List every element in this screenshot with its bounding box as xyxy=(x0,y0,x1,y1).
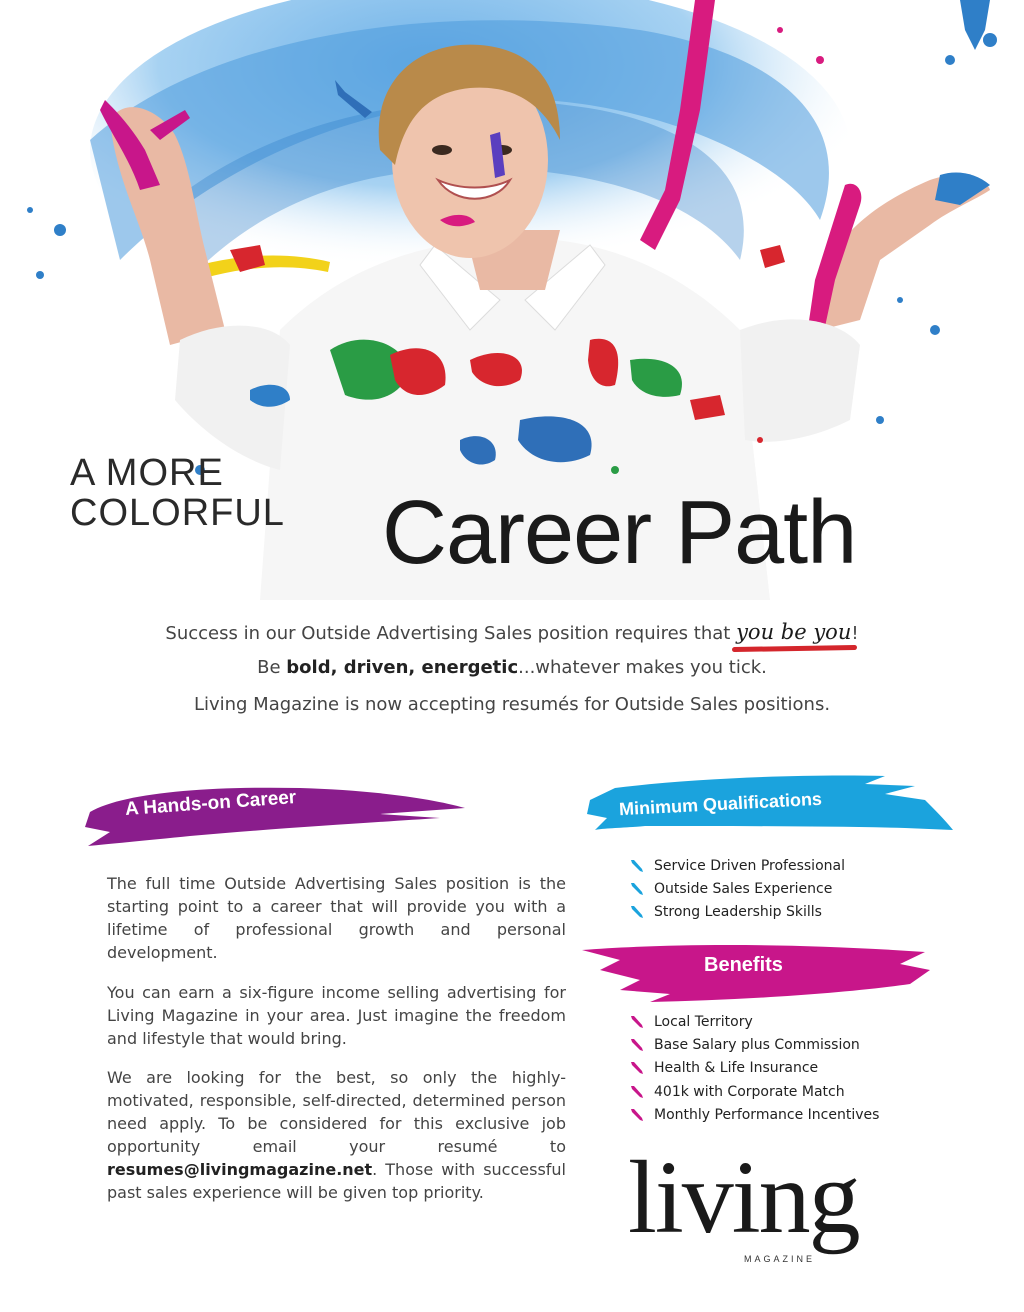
qualification-text: Strong Leadership Skills xyxy=(654,904,822,921)
intro-script-you-be-you: you be you xyxy=(736,620,852,644)
benefit-text: Base Salary plus Commission xyxy=(654,1037,860,1054)
paintbrush-icon xyxy=(630,859,644,873)
minimum-qualifications-banner xyxy=(585,770,955,840)
body-paragraph-3 xyxy=(107,1066,566,1204)
email-address: resumes@livingmagazine.net xyxy=(107,1160,373,1179)
intro-line-1-end: ! xyxy=(851,623,859,644)
paintbrush-icon xyxy=(630,1038,644,1052)
intro-line-2-post: ...whatever makes you tick. xyxy=(518,657,767,678)
list-item xyxy=(630,1057,879,1080)
hands-on-career-banner xyxy=(80,772,470,852)
logo-wordmark: living xyxy=(628,1140,859,1255)
intro-line-1 xyxy=(0,620,1024,644)
intro-line-1-text: Success in our Outside Advertising Sales position requires that xyxy=(165,623,737,644)
benefits-banner xyxy=(580,940,932,1010)
body-paragraph-3-text: We are looking for the best, so only the highly-motivated, responsible, self-directed, determined person need apply. To be considered for this exclusive job opportunity email your resumé to xyxy=(107,1068,566,1156)
qualification-text: Service Driven Professional xyxy=(654,858,845,874)
benefit-text: 401k with Corporate Match xyxy=(654,1083,845,1100)
paintbrush-icon xyxy=(630,905,644,919)
qualification-text: Outside Sales Experience xyxy=(654,881,833,898)
logo-subtitle: MAGAZINE xyxy=(744,1254,816,1264)
body-paragraph-1: The full time Outside Advertising Sales position is the starting point to a career that will provide you with a lifetime of professional growth and personal development. xyxy=(107,874,566,962)
paintbrush-icon xyxy=(630,1015,644,1029)
headline-career-path: Career Path xyxy=(382,483,857,583)
living-magazine-logo xyxy=(628,1138,898,1288)
intro-line-2-bold: bold, driven, energetic xyxy=(286,657,519,678)
list-item xyxy=(630,1081,879,1104)
qualifications-list xyxy=(630,855,845,925)
list-item xyxy=(630,878,845,901)
benefits-list xyxy=(630,1011,879,1127)
benefit-text: Monthly Performance Incentives xyxy=(654,1106,880,1123)
headline-line-1: A MORE xyxy=(70,452,224,494)
body-paragraph-3-end: . Those with successful past sales experience will be given top priority. xyxy=(107,1160,566,1202)
intro-line-3: Living Magazine is now accepting resumés for Outside Sales positions. xyxy=(193,694,831,715)
paintbrush-icon xyxy=(630,1108,644,1122)
paintbrush-icon xyxy=(630,1085,644,1099)
list-item xyxy=(630,901,845,924)
intro-line-2-pre: Be xyxy=(257,657,287,678)
list-item xyxy=(630,1104,879,1127)
paintbrush-icon xyxy=(630,1061,644,1075)
headline-line-2: COLORFUL xyxy=(70,492,285,534)
list-item xyxy=(630,1034,879,1057)
benefits-title: Benefits xyxy=(704,954,783,976)
list-item xyxy=(630,1011,879,1034)
intro-line-2 xyxy=(0,657,1024,678)
benefit-text: Health & Life Insurance xyxy=(654,1060,819,1077)
benefit-text: Local Territory xyxy=(654,1014,753,1030)
hands-on-career-title: A Hands-on Career xyxy=(124,787,297,820)
body-paragraph-2: You can earn a six-figure income selling advertising for Living Magazine in your area. Just imagine the freedom and lifestyle that would bring. xyxy=(107,983,566,1048)
minimum-qualifications-title: Minimum Qualifications xyxy=(618,788,823,820)
list-item xyxy=(630,855,845,878)
paintbrush-icon xyxy=(630,882,644,896)
